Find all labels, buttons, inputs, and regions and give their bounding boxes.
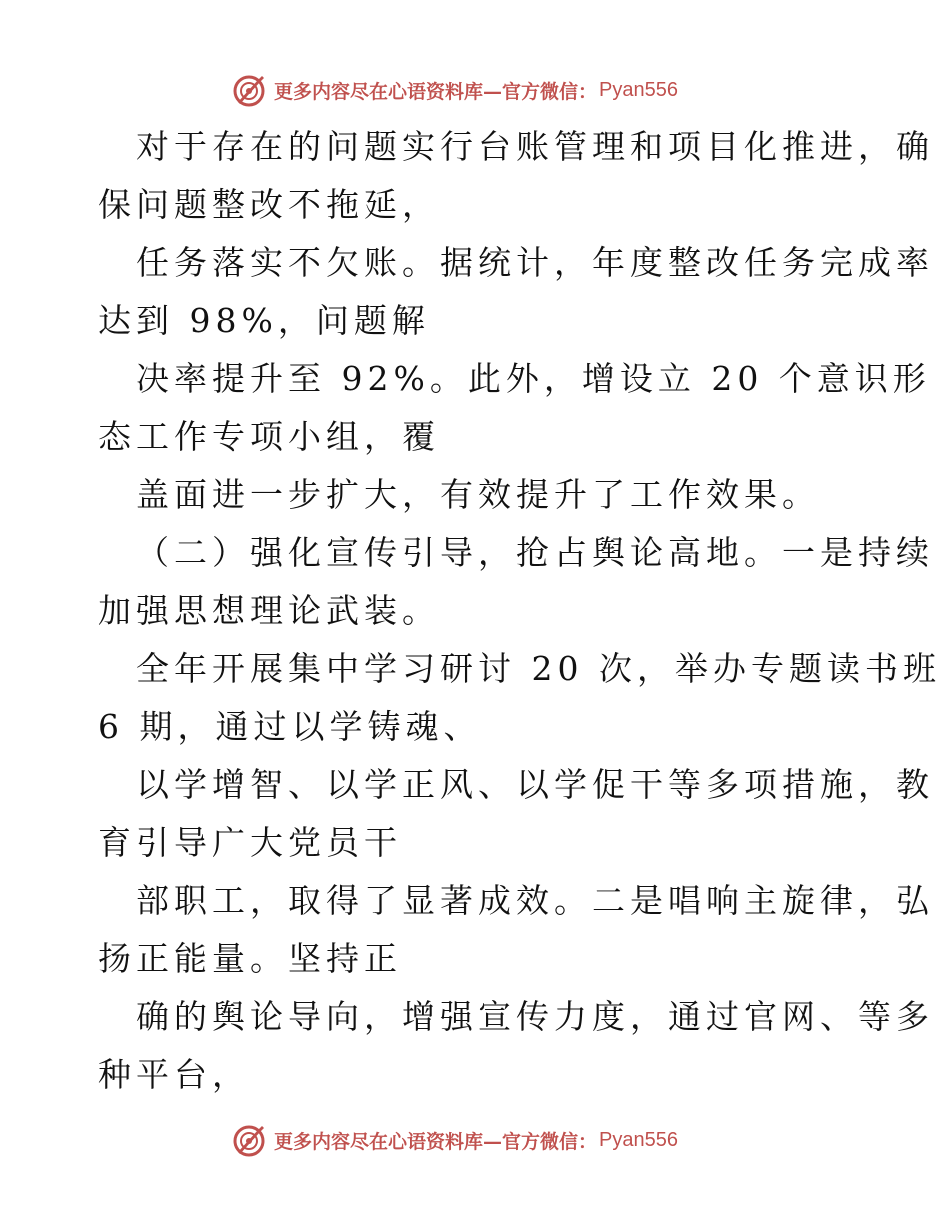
body-line: 盖面进一步扩大，有效提升了工作效果。: [136, 475, 820, 514]
body-line: 态工作专项小组，覆: [98, 417, 440, 456]
body-line: 6 期，通过以学铸魂、: [98, 707, 482, 746]
body-line: 对于存在的问题实行台账管理和项目化推进，确: [136, 127, 934, 166]
footer-text: 更多内容尽在心语资料库—官方微信：: [274, 1130, 598, 1153]
footer-wechat-id: Pyan556: [599, 1128, 678, 1151]
body-line: 加强思想理论武装。: [98, 591, 440, 630]
body-line: 全年开展集中学习研讨 20 次，举办专题读书班: [136, 649, 941, 688]
pen-circle-icon: [232, 1122, 268, 1158]
header-banner: [232, 72, 678, 108]
header-wechat-id: Pyan556: [599, 78, 678, 101]
section-heading-line: （二）强化宣传引导，抢占舆论高地。一是持续: [136, 533, 934, 572]
body-line: 部职工，取得了显著成效。二是唱响主旋律，弘: [136, 881, 934, 920]
footer-banner: [232, 1122, 678, 1158]
body-line: 任务落实不欠账。据统计，年度整改任务完成率: [136, 243, 934, 282]
body-line: 种平台，: [98, 1055, 250, 1094]
body-line: 以学增智、以学正风、以学促干等多项措施，教: [136, 765, 934, 804]
body-line: 扬正能量。坚持正: [98, 939, 402, 978]
body-line: 达到 98%，问题解: [98, 301, 430, 340]
body-line: 保问题整改不拖延，: [98, 185, 440, 224]
body-line: 育引导广大党员干: [98, 823, 402, 862]
body-line: 确的舆论导向，增强宣传力度，通过官网、等多: [136, 997, 934, 1036]
body-line: 决率提升至 92%。此外，增设立 20 个意识形: [136, 359, 931, 398]
pen-circle-icon: [232, 72, 268, 108]
header-text: 更多内容尽在心语资料库—官方微信：: [274, 80, 598, 103]
document-body: [98, 118, 941, 1104]
